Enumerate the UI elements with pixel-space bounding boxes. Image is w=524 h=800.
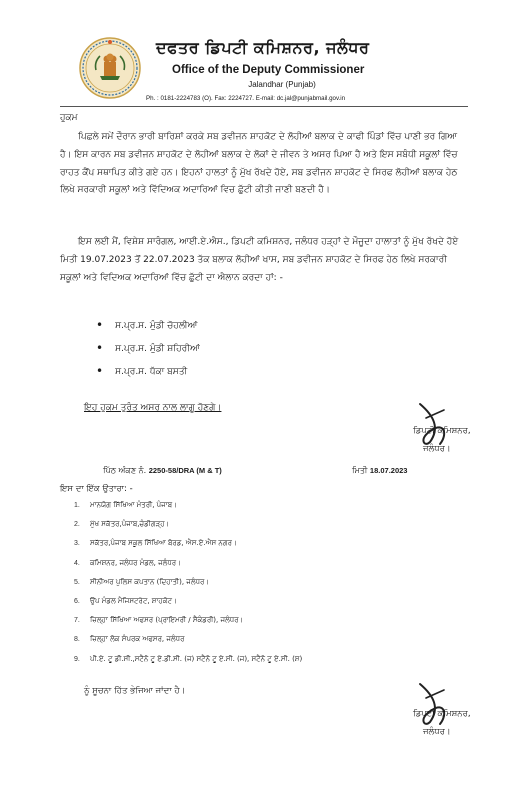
recipient: ਸਕੱਤਰ,ਪੰਜਾਬ ਸਕੂਲ ਸਿੱਖਿਆ ਬੋਰਡ, ਐਸ.ਏ.ਐਸ ਨਗਰ। [90, 539, 237, 548]
order-effect-line: ਇਹ ਹੁਕਮ ਤੁਰੰਤ ਅਸਰ ਨਾਲ ਲਾਗੂ ਹੋਣਗੇ। [84, 403, 222, 413]
list-item [74, 518, 302, 537]
list-item [74, 653, 302, 672]
recipient: ਜ਼ਿਲ੍ਹਾ ਸਿੱਖਿਆ ਅਫਸਰ (ਪ੍ਰਾਇਮਰੀ / ਸੈਕੰਡਰੀ), ਜਲੰਧਰ। [90, 616, 244, 625]
office-city-text: Jalandhar (Punjab) [248, 80, 316, 89]
endorsement-label: ਪਿੱਠ ਅੰਕਣ ਨੰ. [103, 466, 147, 475]
recipient: ਮਾਨਯੋਗ ਸਿੱਖਿਆ ਮੰਤਰੀ, ਪੰਜਾਬ। [90, 501, 177, 509]
contact-line: Ph. : 0181-2224783 (O). Fax: 2224727. E-mail: dc.jal@punjabmail.gov.in [146, 95, 346, 102]
list-item [74, 499, 302, 518]
forwarded-line: ਨੂੰ ਸੂਚਨਾ ਹਿੱਤ ਭੇਜਿਆ ਜਾਂਦਾ ਹੈ। [84, 686, 186, 696]
office-city [0, 80, 524, 89]
list-item [74, 576, 302, 595]
list-number: 1. [74, 502, 80, 509]
office-title-english: Office of the Deputy Commissioner [172, 64, 365, 76]
endorsement-date [352, 466, 407, 476]
recipient: ਸੀਨੀਅਰ ਪੁਲਿਸ ਕਪਤਾਨ (ਦਿਹਾਤੀ), ਜਲੰਧਰ। [90, 577, 210, 586]
school-list [96, 317, 200, 386]
school-item: • ਸ.ਪ੍ਰ.ਸ. ਮੁੰਡੀ ਸ਼ਹਿਰੀਆਂ [96, 340, 200, 363]
school-item: • ਸ.ਪ੍ਰ.ਸ. ਧੱਕਾ ਬਸਤੀ [96, 363, 200, 386]
date-label: ਮਿਤੀ [352, 466, 368, 475]
recipient: ਪੀ.ਏ. ਟੂ ਡੀ.ਸੀ.,ਸਟੈਨੋ ਟੂ ਏ.ਡੀ.ਸੀ. (ਜ) ਸਟੈਨੋ ਟੂ ਏ.ਸੀ. (ਜ), ਸਟੈਨੋ ਟੂ ਏ.ਸੀ. (ਸ਼) [90, 654, 303, 663]
list-number: 2. [74, 521, 80, 529]
list-item [74, 557, 302, 576]
list-number: 6. [74, 597, 80, 605]
list-number: 3. [74, 540, 80, 548]
designation-place: ਜਲੰਧਰ। [423, 444, 451, 454]
signatory-designation [413, 705, 471, 741]
copy-recipient-list [74, 499, 302, 672]
list-number: 8. [74, 636, 80, 644]
school-item: • ਸ.ਪ੍ਰ.ਸ. ਮੁੰਡੀ ਚੋਹਲੀਆਂ [96, 317, 200, 340]
list-number: 9. [74, 655, 80, 663]
endorsement-number [103, 466, 222, 476]
date-value: 18.07.2023 [369, 466, 408, 475]
order-paragraph-1: ਪਿਛਲੇ ਸਮੇਂ ਦੌਰਾਨ ਭਾਰੀ ਬਾਰਿਸ਼ਾਂ ਕਰਕੇ ਸਬ ਡਵੀਜਨ ਸ਼ਾਹਕੋਟ ਦੇ ਲੋਹੀਆਂ ਬਲਾਕ ਦੇ ਕਾਫੀ ਪਿੰਡਾਂ ਵਿੱਚ ਪਾਣੀ ਭਰ ਗਿਆ ਹੈ। ਇਸ ਕਾਰਨ ਸਬ ਡਵੀਜਨ ਸ਼ਾਹਕੋਟ ਦੇ ਲੋਹੀਆਂ ਬਲਾਕ ਦੇ ਲੋਕਾਂ ਦੇ ਜੀਵਨ ਤੇ ਅਸਰ ਪਿਆ ਹੈ ਅਤੇ ਇਸ ਸਬੰਧੀ ਸਕੂਲਾਂ ਵਿੱਚ ਰਾਹਤ ਕੈਂਪ ਸਥਾਪਿਤ ਕੀਤੇ ਗਏ ਹਨ। ਇਹਨਾਂ ਹਾਲਤਾਂ ਨੂੰ ਮੁੱਖ ਰੱਖਦੇ ਹੋਏ, ਸਬ ਡਵੀਜਨ ਸ਼ਾਹਕੋਟ ਦੇ ਸਿਰਫ ਲੋਹੀਆਂ ਬਲਾਕ ਹੇਠ ਲਿਖੇ ਸਰਕਾਰੀ ਸਕੂਲਾਂ ਅਤੇ ਵਿੱਦਿਅਕ ਅਦਾਰਿਆਂ ਵਿਚ ਛੁੱਟੀ ਕੀਤੀ ਜਾਣੀ ਬਣਦੀ ਹੈ। [60, 132, 458, 196]
recipient: ਕਮਿਸ਼ਨਰ, ਜਲੰਧਰ ਮੰਡਲ, ਜਲੰਧਰ। [90, 558, 181, 567]
header-divider [60, 106, 468, 107]
designation-title: ਡਿਪਟੀ ਕਮਿਸ਼ਨਰ, [413, 709, 471, 719]
list-number: 4. [74, 559, 80, 567]
recipient: ਉਪ ਮੰਡਲ ਮੈਜਿਸਟਰੇਟ, ਸ਼ਾਹਕੋਟ। [90, 596, 177, 605]
office-title-punjabi: ਦਫਤਰ ਡਿਪਟੀ ਕਮਿਸ਼ਨਰ, ਜਲੰਧਰ [156, 38, 370, 57]
designation-place: ਜਲੰਧਰ। [423, 727, 451, 737]
recipient: ਜ਼ਿਲ੍ਹਾ ਲੋਕ ਸੰਪਰਕ ਅਫਸਰ, ਜਲੰਧਰ [90, 635, 185, 644]
list-item [74, 614, 302, 633]
list-number: 5. [74, 578, 80, 586]
order-paragraph-2: ਇਸ ਲਈ ਮੈਂ, ਵਿਸ਼ੇਸ਼ ਸਾਰੰਗਲ, ਆਈ.ਏ.ਐਸ., ਡਿਪਟੀ ਕਮਿਸ਼ਨਰ, ਜਲੰਧਰ ਹੜ੍ਹਾਂ ਦੇ ਮੌਜੂਦਾ ਹਾਲਾਤਾਂ ਨੂੰ ਮੁੱਖ ਰੱਖਦੇ ਹੋਏ ਮਿਤੀ 19.07.2023 ਤੋਂ 22.07.2023 ਤੱਕ ਬਲਾਕ ਲੋਹੀਆਂ ਖਾਸ, ਸਬ ਡਵੀਜਨ ਸ਼ਾਹਕੋਟ ਦੇ ਸਿਰਫ ਹੇਠ ਲਿਖੇ ਸਰਕਾਰੀ ਸਕੂਲਾਂ ਅਤੇ ਵਿਦਿਅਕ ਅਦਾਰਿਆਂ ਵਿੱਚ ਛੁੱਟੀ ਦਾ ਐਲਾਨ ਕਰਦਾ ਹਾਂ: - [60, 237, 459, 283]
signatory-designation [413, 422, 471, 458]
copy-heading: ਇਸ ਦਾ ਇੱਕ ਉਤਾਰਾ: - [60, 484, 133, 494]
list-item [74, 537, 302, 556]
endorsement-value: 2250-58/DRA (M & T) [148, 466, 222, 475]
designation-title: ਡਿਪਟੀ ਕਮਿਸ਼ਨਰ, [413, 426, 471, 436]
order-title: ਹੁਕਮ [60, 113, 78, 123]
recipient: ਮੁੱਖ ਸਕੱਤਰ,ਪੰਜਾਬ,ਚੰਡੀਗੜ੍ਹ। [90, 520, 170, 529]
punjab-emblem-seal [78, 36, 142, 100]
list-number: 7. [74, 617, 80, 625]
list-item [74, 633, 302, 652]
list-item [74, 595, 302, 614]
